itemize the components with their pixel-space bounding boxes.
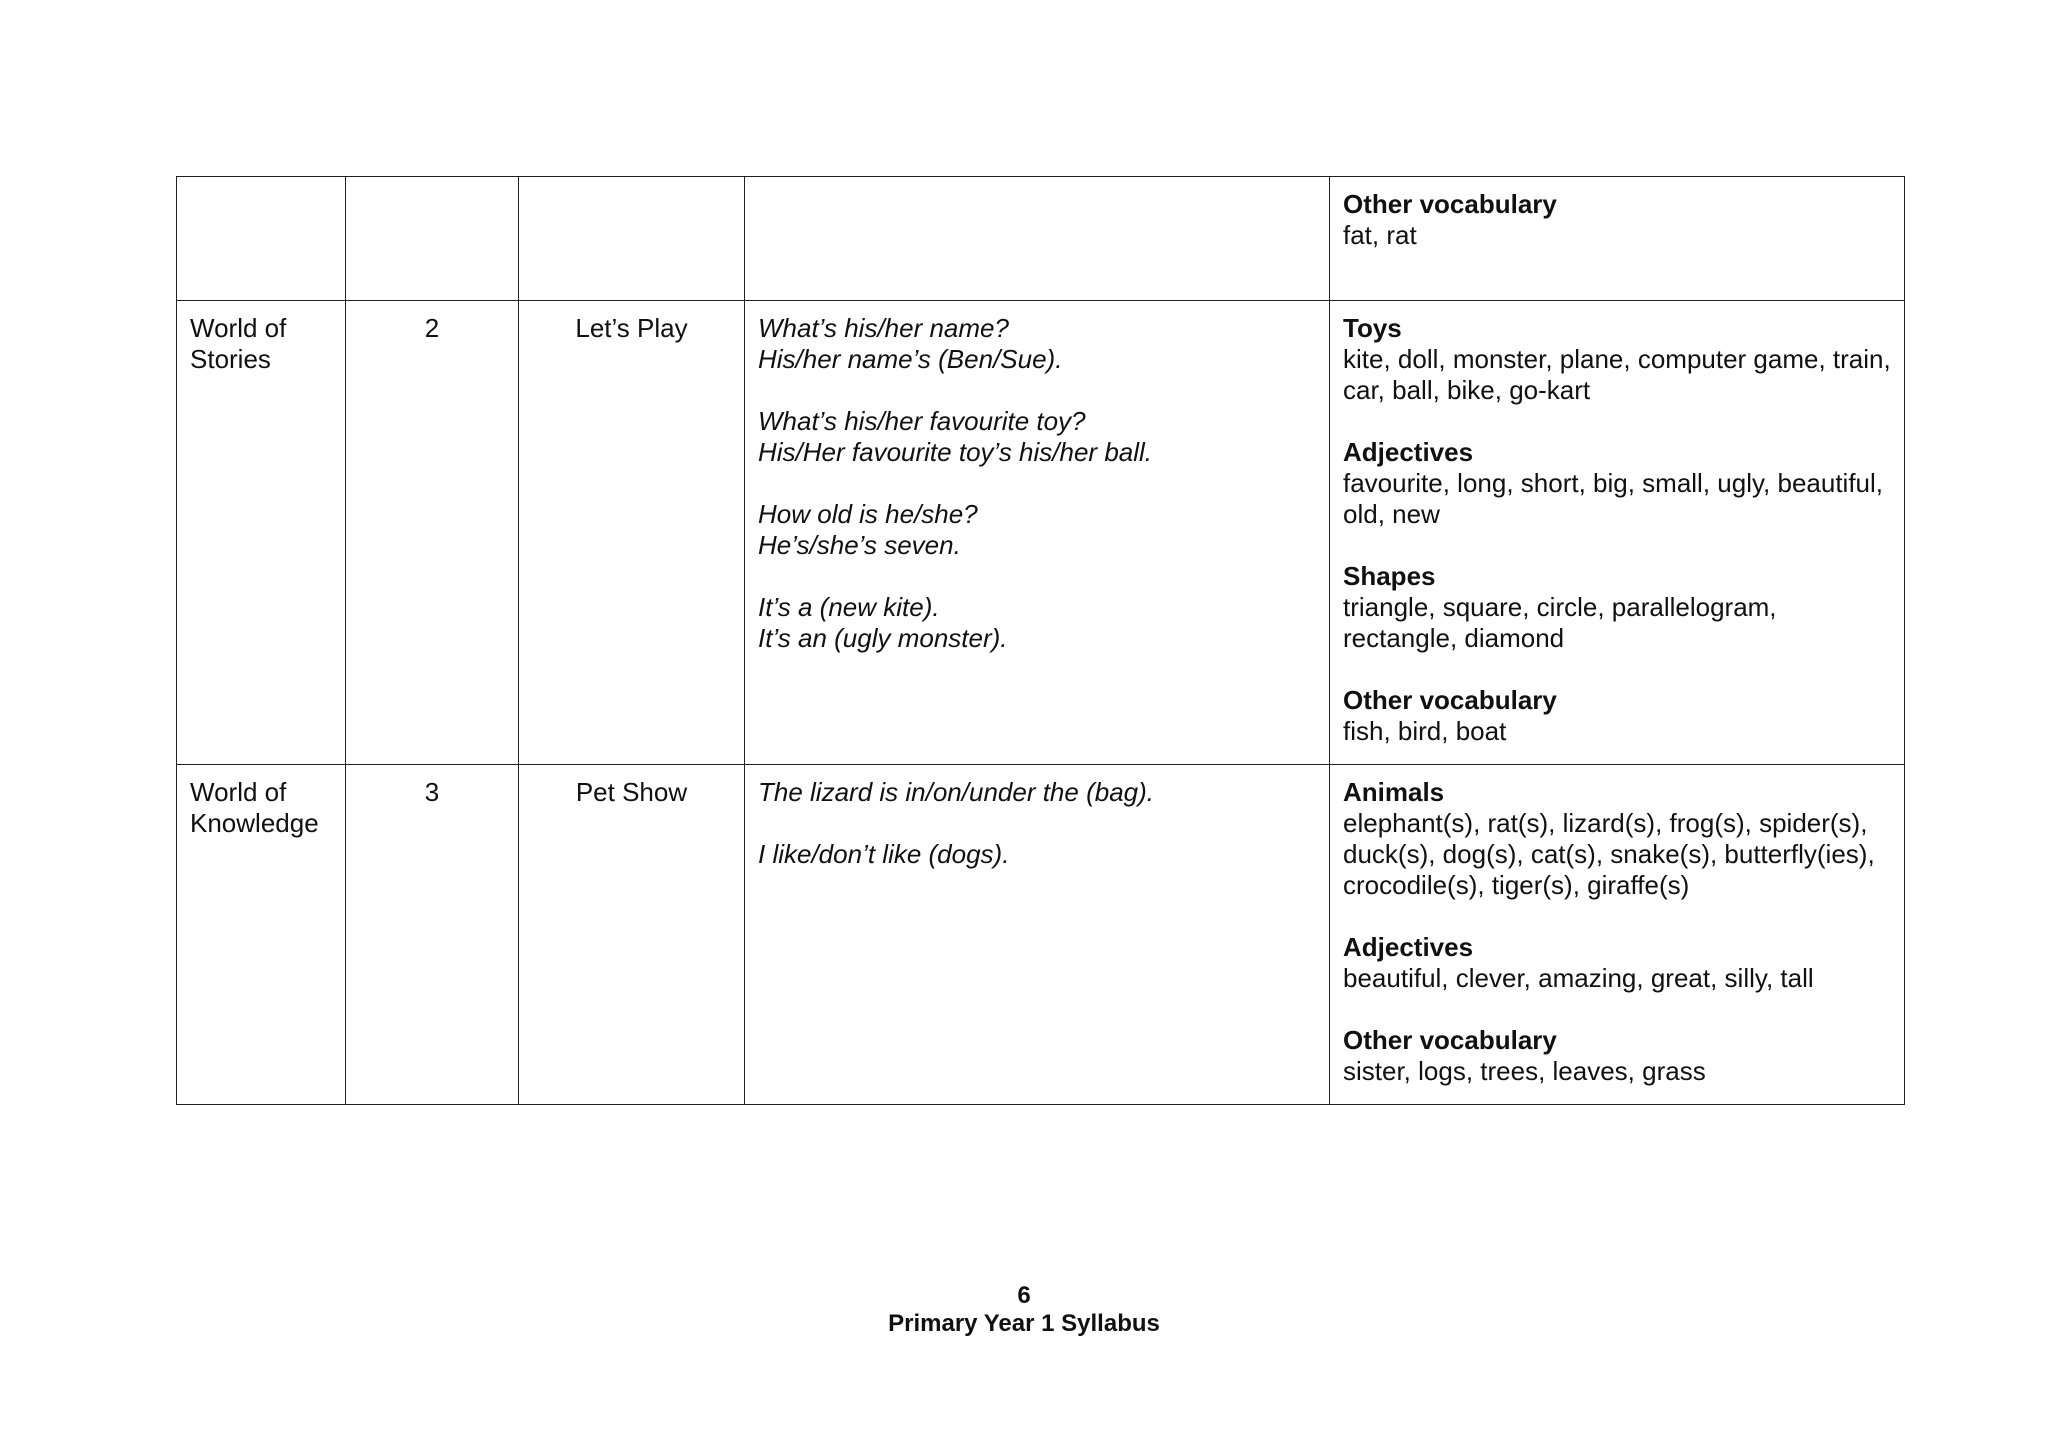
spacer <box>758 468 1316 499</box>
vocab-items: sister, logs, trees, leaves, grass <box>1343 1056 1706 1086</box>
vocab-items: fish, bird, boat <box>1343 716 1507 746</box>
language-line: His/Her favourite toy’s his/her ball. <box>758 437 1153 467</box>
vocab-heading: Animals <box>1343 777 1445 807</box>
language-cell <box>745 177 1330 301</box>
unit-cell: 2 <box>346 301 519 765</box>
unit-title-cell: Let’s Play <box>519 301 745 765</box>
language-line: It’s a (new kite). <box>758 592 940 622</box>
vocabulary-cell <box>1330 765 1905 1105</box>
vocabulary-cell <box>1330 177 1905 301</box>
language-line: He’s/she’s seven. <box>758 530 961 560</box>
language-line: It’s an (ugly monster). <box>758 623 1008 653</box>
language-line: What’s his/her favourite toy? <box>758 406 1086 436</box>
vocab-group <box>1343 1025 1891 1087</box>
vocab-heading: Other vocabulary <box>1343 1025 1557 1055</box>
vocab-heading: Shapes <box>1343 561 1436 591</box>
language-line: How old is he/she? <box>758 499 978 529</box>
table-row <box>177 301 1905 765</box>
document-title: Primary Year 1 Syllabus <box>888 1310 1160 1337</box>
unit-cell <box>346 177 519 301</box>
language-cell <box>745 301 1330 765</box>
language-line: The lizard is in/on/under the (bag). <box>758 777 1154 807</box>
language-line: His/her name’s (Ben/Sue). <box>758 344 1063 374</box>
language-cell <box>745 765 1330 1105</box>
vocab-group <box>1343 437 1891 530</box>
unit-cell: 3 <box>346 765 519 1105</box>
vocab-heading: Other vocabulary <box>1343 189 1557 219</box>
vocab-group <box>1343 561 1891 654</box>
unit-title-cell <box>519 177 745 301</box>
vocab-group <box>1343 313 1891 406</box>
vocab-items: fat, rat <box>1343 220 1417 250</box>
vocab-items: favourite, long, short, big, small, ugly, beautiful, old, new <box>1343 468 1884 529</box>
vocab-heading: Adjectives <box>1343 437 1474 467</box>
vocab-group <box>1343 685 1891 747</box>
vocab-group <box>1343 777 1891 901</box>
vocab-items: kite, doll, monster, plane, computer game, train, car, ball, bike, go-kart <box>1343 344 1891 405</box>
spacer <box>758 375 1316 406</box>
vocab-items: beautiful, clever, amazing, great, silly, tall <box>1343 963 1814 993</box>
vocab-items: triangle, square, circle, parallelogram, rectangle, diamond <box>1343 592 1777 653</box>
page-number: 6 <box>1017 1282 1031 1309</box>
language-line: I like/don’t like (dogs). <box>758 839 1010 869</box>
vocab-heading: Adjectives <box>1343 932 1474 962</box>
vocab-group <box>1343 189 1891 251</box>
spacer <box>758 561 1316 592</box>
vocabulary-cell <box>1330 301 1905 765</box>
theme-cell: World of Stories <box>177 301 346 765</box>
vocab-heading: Other vocabulary <box>1343 685 1557 715</box>
table-row <box>177 765 1905 1105</box>
theme-cell <box>177 177 346 301</box>
vocab-items: elephant(s), rat(s), lizard(s), frog(s), spider(s), duck(s), dog(s), cat(s), snake(s), butterfly(ies), crocodile(s), tiger(s), giraffe(s) <box>1343 808 1875 900</box>
language-line: What’s his/her name? <box>758 313 1009 343</box>
vocab-heading: Toys <box>1343 313 1402 343</box>
syllabus-table <box>176 176 1905 1105</box>
spacer <box>758 808 1316 839</box>
theme-cell: World of Knowledge <box>177 765 346 1105</box>
vocab-group <box>1343 932 1891 994</box>
table-row <box>177 177 1905 301</box>
unit-title-cell: Pet Show <box>519 765 745 1105</box>
